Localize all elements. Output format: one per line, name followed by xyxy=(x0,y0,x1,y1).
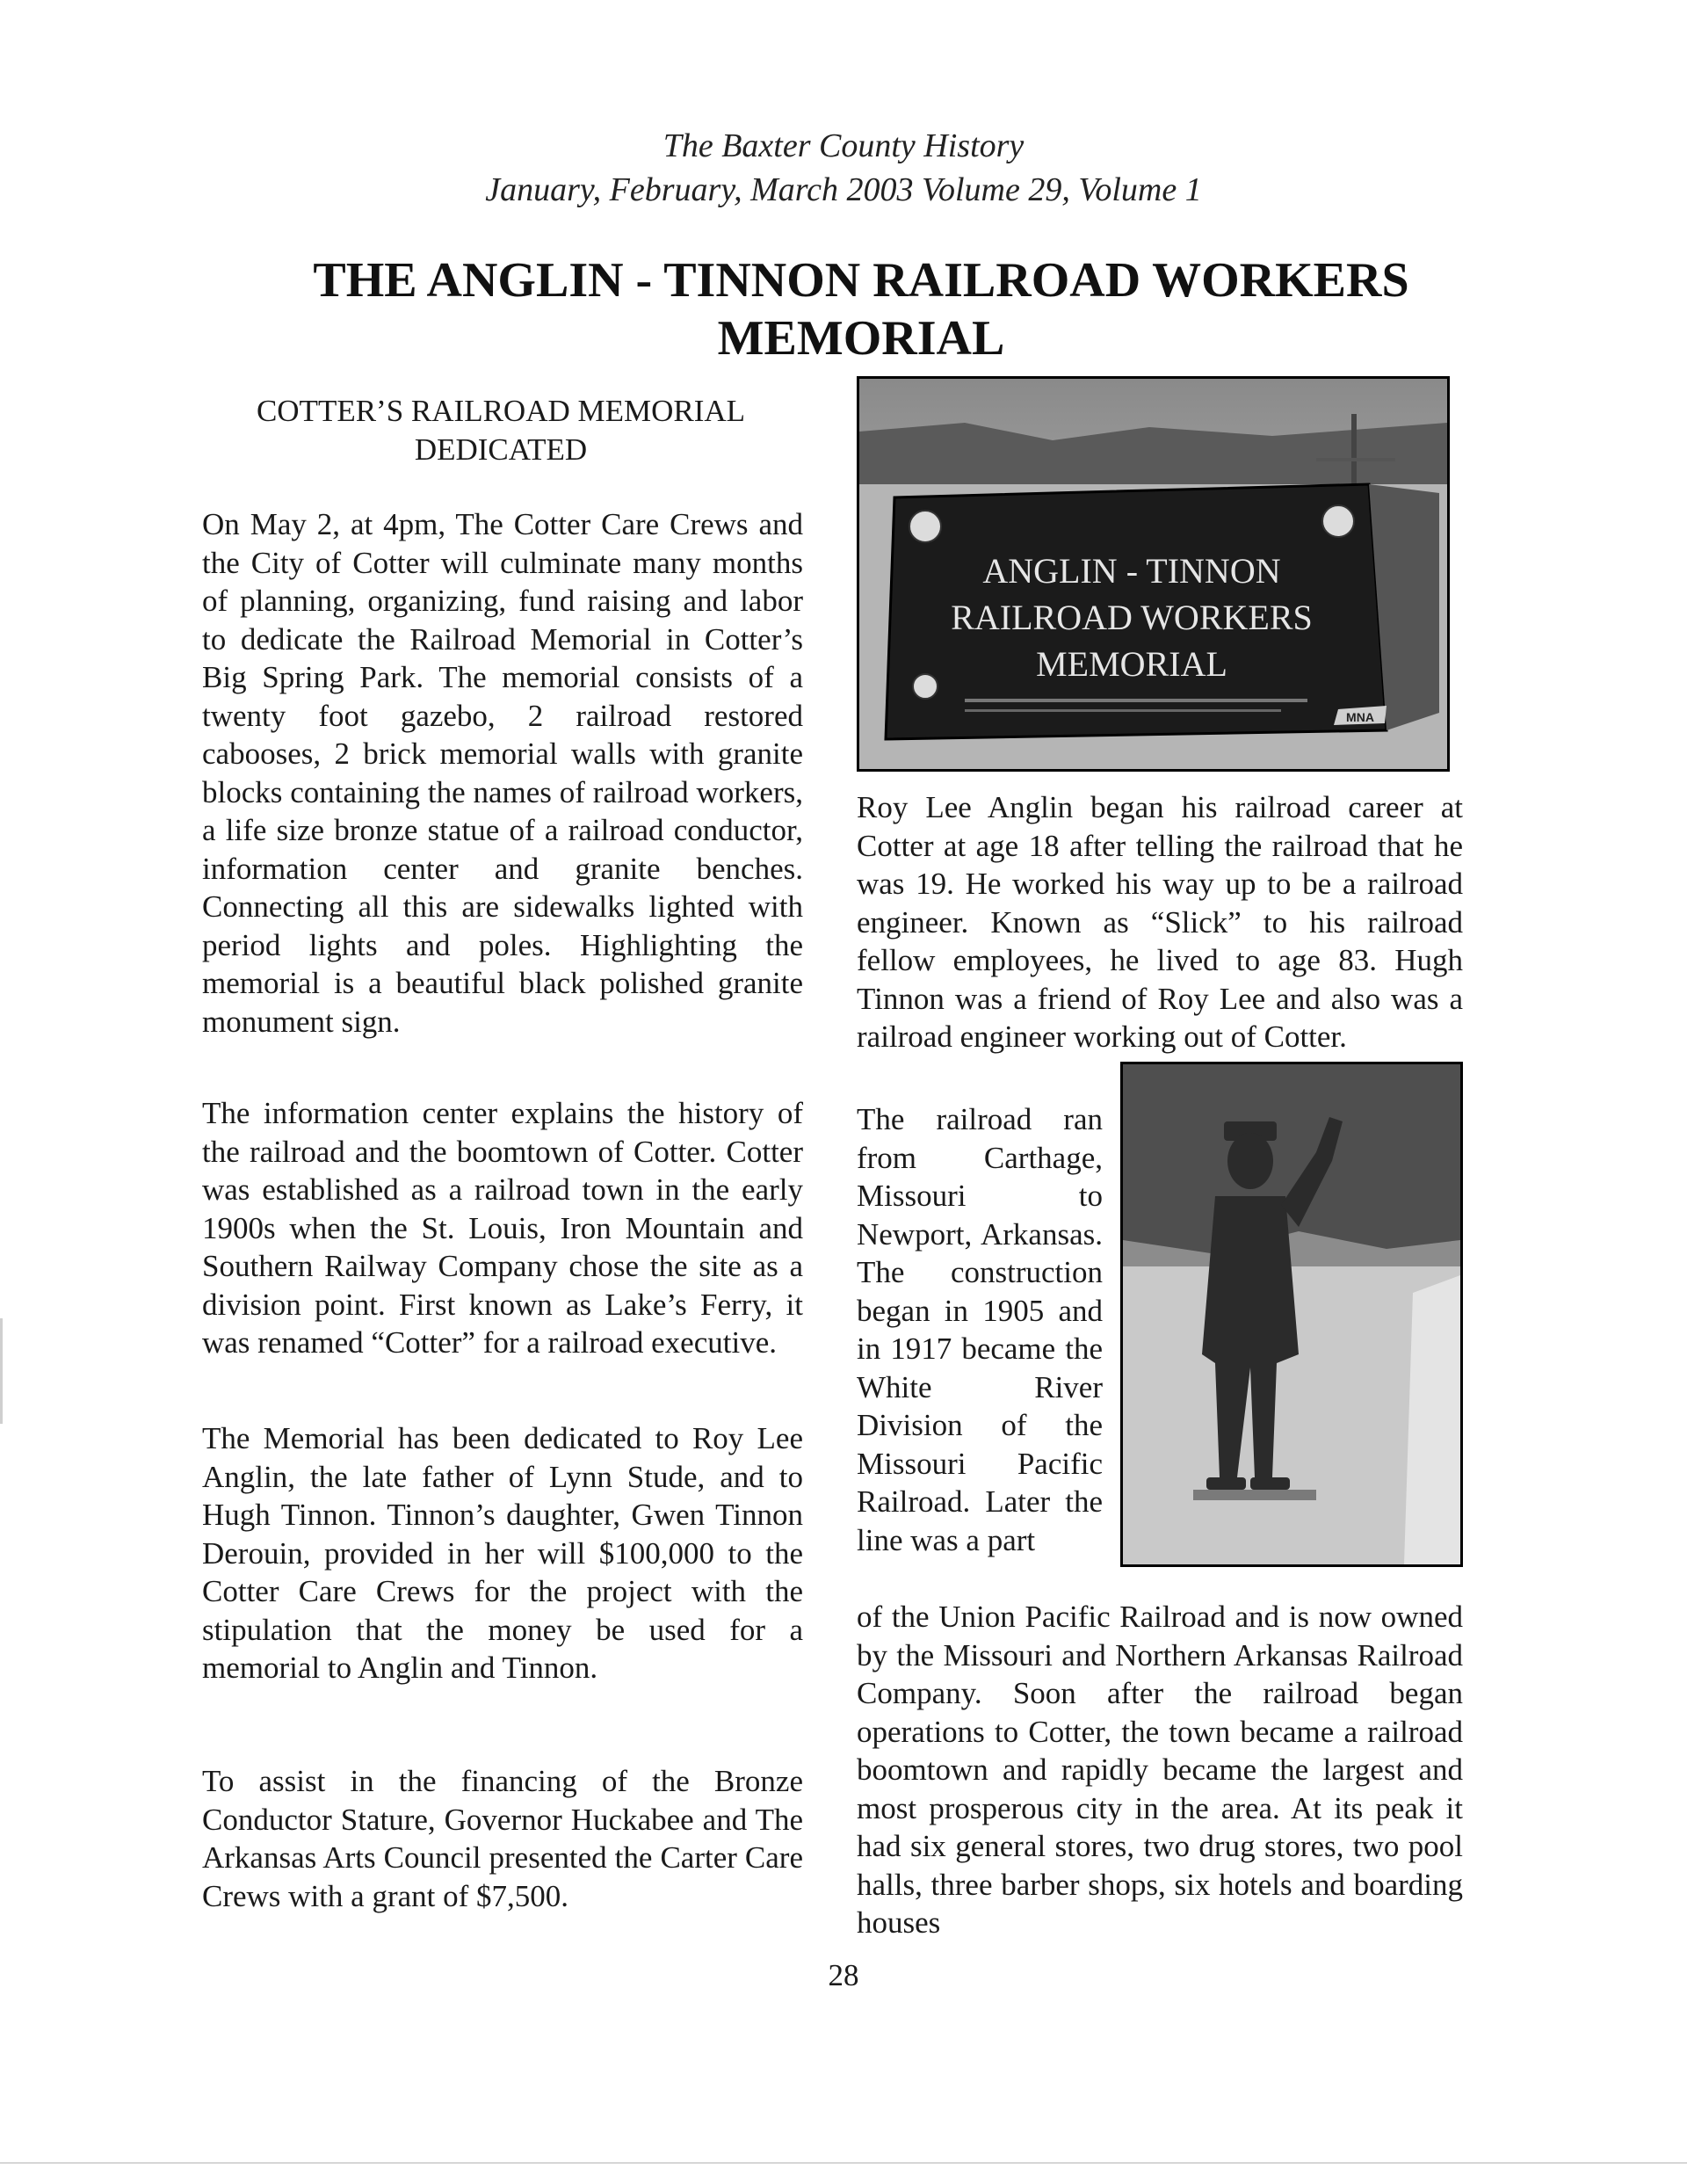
sign-line1: ANGLIN - TINNON xyxy=(982,551,1281,591)
memorial-sign-image xyxy=(859,379,1447,769)
right-paragraph-2-wrap: The railroad ran from Carthage, Missouri to Newport, Arkansas. The construction began in 1905 and in 1917 became the White River Division of the Missouri Pacific Railroad. Later the line was a part xyxy=(857,1102,1103,1557)
right-paragraph-2-rest: of the Union Pacific Railroad and is now owned by the Missouri and Northern Arkansas Railroad Company. Soon after the railroad began operations to Cotter, the town became a railroad boomtown and rapidly became the largest and most prosperous city in the area. At its peak it had six general stores, two drug stores, two pool halls, three barber shops, six hotels and boarding houses xyxy=(857,1600,1463,1940)
sign-line2: RAILROAD WORKERS xyxy=(951,598,1313,637)
article-title-line1: THE ANGLIN - TINNON RAILROAD WORKERS xyxy=(313,253,1409,308)
subhead-line1: COTTER’S RAILROAD MEMORIAL xyxy=(256,394,746,428)
right-paragraph-1: Roy Lee Anglin began his railroad career at Cotter at age 18 after telling the railroad that he was 19. He worked his way up to be a railroad engineer. Known as “Slick” to his railroad fellow employees, he lived to age 83. Hugh Tinnon was a friend of Roy Lee and also was a railroad engineer working out of Cotter. xyxy=(857,790,1463,1054)
left-paragraph-4: To assist in the financing of the Bronze Conductor Stature, Governor Huckabee and The Arkansas Arts Council presented the Carter Care Crews with a grant of $7,500. xyxy=(202,1764,803,1913)
sign-line3: MEMORIAL xyxy=(1036,644,1227,684)
article-title-line2: MEMORIAL xyxy=(717,311,1005,366)
left-paragraph-2: The information center explains the history of the railroad and the boomtown of Cotter. Cotter was established as a railroad town in the early 1900s when the St. Louis, Iron Mountain and Southern Railway Company chose the site as a division point. First known as Lake’s Ferry, it was renamed “Cotter” for a railroad executive. xyxy=(202,1096,803,1360)
conductor-statue-photo xyxy=(1120,1062,1463,1567)
publication-title: The Baxter County History xyxy=(662,127,1025,164)
conductor-statue-image xyxy=(1123,1064,1460,1564)
subhead-line2: DEDICATED xyxy=(414,432,588,467)
left-paragraph-1: On May 2, at 4pm, The Cotter Care Crews and the City of Cotter will culminate many months of planning, organizing, fund raising and labor to dedicate the Railroad Memorial in Cotter’s Big Spring Park. The memorial consists of a twenty foot gazebo, 2 railroad restored cabooses, 2 brick memorial walls with granite blocks containing the names of railroad workers, a life size bronze statue of a railroad conductor, information center and granite benches. Connecting all this are sidewalks lighted with period lights and poles. Highlighting the memorial is a beautiful black polished granite monument sign. xyxy=(202,507,803,1039)
memorial-sign-photo xyxy=(857,376,1450,772)
scan-edge-mark xyxy=(0,1318,3,1424)
scan-edge-line xyxy=(0,2162,1687,2164)
sign-badge: MNA xyxy=(1346,710,1374,724)
publication-issue: January, February, March 2003 Volume 29, Volume 1 xyxy=(485,171,1202,208)
left-paragraph-3: The Memorial has been dedicated to Roy Lee Anglin, the late father of Lynn Stude, and to Hugh Tinnon. Tinnon’s daughter, Gwen Tinnon Derouin, provided in her will $100,000 to the Cotter Care Crews for the project with the stipulation that the money be used for a memorial to Anglin and Tinnon. xyxy=(202,1421,803,1685)
page-number: 28 xyxy=(828,1958,859,1992)
